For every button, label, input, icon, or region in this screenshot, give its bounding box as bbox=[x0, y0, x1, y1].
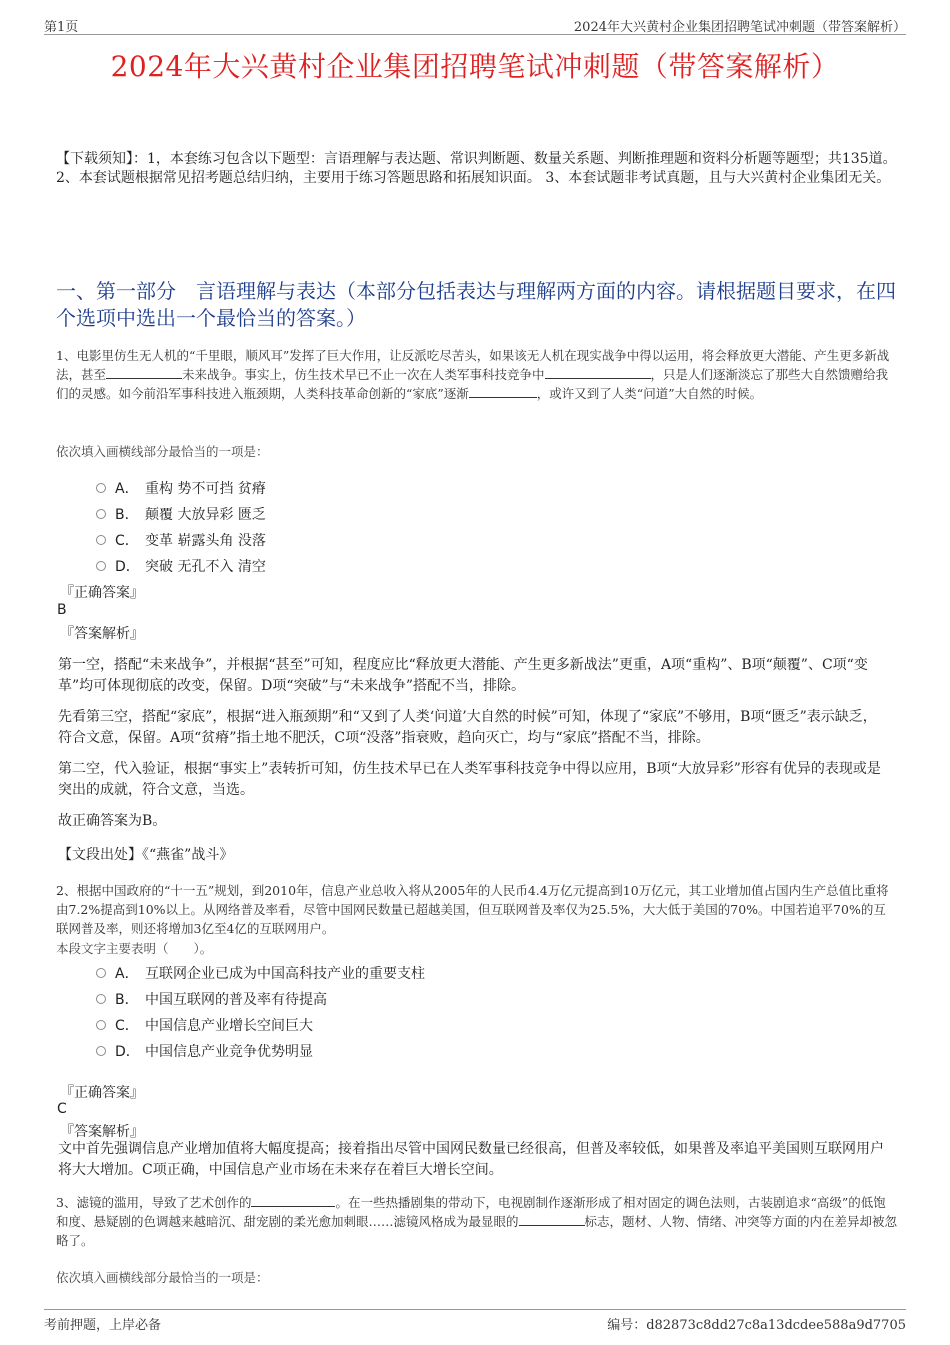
radio-icon[interactable] bbox=[96, 968, 106, 978]
document-title: 2024年大兴黄村企业集团招聘笔试冲刺题（带答案解析） bbox=[110, 50, 840, 83]
analysis-paragraph: 先看第三空，搭配“家底”，根据“进入瓶颈期”和“又到了人类‘问道’大自然的时候”可知，体现了“家底”不够用，B项“匮乏”表示缺乏，符合文意，保留。A项“贫瘠”指土地不肥沃，C项“没落”指衰败，趋向灭亡，均与“家底”搭配不当，排除。 bbox=[58, 709, 877, 746]
analysis-label: 『答案解析』 bbox=[60, 626, 144, 642]
radio-icon[interactable] bbox=[96, 483, 106, 493]
answer-value: B bbox=[57, 602, 67, 618]
question-2-option-c[interactable]: C． 中国信息产业增长空间巨大 bbox=[96, 1015, 313, 1035]
fill-blank bbox=[545, 366, 651, 379]
download-notice: 【下载须知】：1，本套练习包含以下题型：言语理解与表达题、常识判断题、数量关系题、判断推理题和资料分析题等题型；共135道。 2、本套试题根据常见招考题总结归纳，主要用于练习答题思路和拓展知识面。 3、本套试题非考试真题，且与大兴黄村企业集团无关。 bbox=[56, 151, 897, 186]
question-1-option-d[interactable]: D． 突破 无孔不入 清空 bbox=[96, 556, 266, 576]
fill-blank bbox=[106, 366, 182, 379]
question-2-text: 2、根据中国政府的“十一五”规划，到2010年，信息产业总收入将从2005年的人民币4.4万亿元提高到10万亿元，其工业增加值占国内生产总值比重将由7.2%提高到10%以上。从网络普及率看，尽管中国网民数量已超越美国，但互联网普及率仅为25.5%，大大低于美国的70%。中国若追平70%的互联网普及率，则还将增加3亿至4亿的互联网用户。 bbox=[56, 883, 889, 936]
question-2-option-a[interactable]: A． 互联网企业已成为中国高科技产业的重要支柱 bbox=[96, 963, 425, 983]
page-footer bbox=[44, 1309, 906, 1332]
question-1-prompt: 依次填入画横线部分最恰当的一项是： bbox=[56, 444, 269, 459]
question-1-text: 1、电影里仿生无人机的“千里眼，顺风耳”发挥了巨大作用，让反派吃尽苦头，如果该无人机在现实战争中得以运用，将会释放更大潜能、产生更多新战法，甚至 未来战争。事实上，仿生技术早已不止一次在人类军事科技竞争中 ，只是人们逐渐淡忘了那些大自然馈赠给我们的灵感。如今前沿军事科技进入瓶颈期，人类科技革命创新的“家底”逐渐 ，或许又到了人类“问道”大自然的时候。 bbox=[56, 348, 890, 401]
analysis-paragraph: 第二空，代入验证，根据“事实上”表转折可知，仿生技术早已在人类军事科技竞争中得以应用，B项“大放异彩”形容有优异的表现或是突出的成就，符合文意，当选。 bbox=[58, 761, 881, 798]
page-number: 第1页 bbox=[44, 20, 79, 35]
fill-blank bbox=[519, 1213, 585, 1226]
fill-blank bbox=[469, 385, 537, 398]
analysis-paragraph: 第一空，搭配“未来战争”，并根据“甚至”可知，程度应比“释放更大潜能、产生更多新战法”更重，A项“重构”、B项“颠覆”、C项“变革”均可体现彻底的改变，保留。D项“突破”与“未来战争”搭配不当，排除。 bbox=[58, 657, 868, 694]
question-3-text: 3、滤镜的滥用，导致了艺术创作的 。在一些热播剧集的带动下，电视剧制作逐渐形成了相对固定的调色法则，古装剧追求“高级”的低饱和度、悬疑剧的色调越来越暗沉、甜宠剧的柔光愈加刺眼……滤镜风格成为最显眼的 标志，题材、人物、情绪、冲突等方面的内在差异却被忽略了。 bbox=[56, 1195, 898, 1248]
radio-icon[interactable] bbox=[96, 1046, 106, 1056]
radio-icon[interactable] bbox=[96, 1020, 106, 1030]
analysis-conclusion: 故正确答案为B。 bbox=[58, 813, 167, 829]
fill-blank bbox=[251, 1194, 335, 1207]
radio-icon[interactable] bbox=[96, 561, 106, 571]
radio-icon[interactable] bbox=[96, 994, 106, 1004]
question-1-option-c[interactable]: C． 变革 崭露头角 没落 bbox=[96, 530, 266, 550]
analysis-label: 『答案解析』 bbox=[60, 1124, 144, 1140]
question-2-option-d[interactable]: D． 中国信息产业竞争优势明显 bbox=[96, 1041, 313, 1061]
header-doc-title: 2024年大兴黄村企业集团招聘笔试冲刺题（带答案解析） bbox=[573, 20, 906, 35]
question-1-option-b[interactable]: B． 颠覆 大放异彩 匮乏 bbox=[96, 504, 266, 524]
answer-label: 『正确答案』 bbox=[60, 585, 144, 601]
answer-value: C bbox=[57, 1101, 67, 1117]
document-code: 编号：d82873c8dd27c8a13dcdee588a9d7705 bbox=[607, 1318, 906, 1333]
radio-icon[interactable] bbox=[96, 535, 106, 545]
question-2-option-b[interactable]: B． 中国互联网的普及率有待提高 bbox=[96, 989, 327, 1009]
analysis-paragraph: 文中首先强调信息产业增加值将大幅度提高；接着指出尽管中国网民数量已经很高，但普及率较低，如果普及率追平美国则互联网用户将大大增加。C项正确，中国信息产业市场在未来存在着巨大增长空间。 bbox=[58, 1141, 884, 1178]
question-3-prompt: 依次填入画横线部分最恰当的一项是： bbox=[56, 1270, 269, 1285]
question-2-prompt: 本段文字主要表明（ ）。 bbox=[56, 941, 213, 956]
answer-label: 『正确答案』 bbox=[60, 1085, 144, 1101]
radio-icon[interactable] bbox=[96, 509, 106, 519]
question-1-option-a[interactable]: A． 重构 势不可挡 贫瘠 bbox=[96, 478, 266, 498]
passage-source: 【文段出处】《“燕雀”战斗》 bbox=[58, 847, 234, 863]
footer-slogan: 考前押题，上岸必备 bbox=[44, 1318, 162, 1333]
page-header bbox=[44, 14, 906, 35]
section-heading: 一、第一部分 言语理解与表达（本部分包括表达与理解两方面的内容。请根据题目要求，在四个选项中选出一个最恰当的答案。） bbox=[56, 279, 896, 330]
